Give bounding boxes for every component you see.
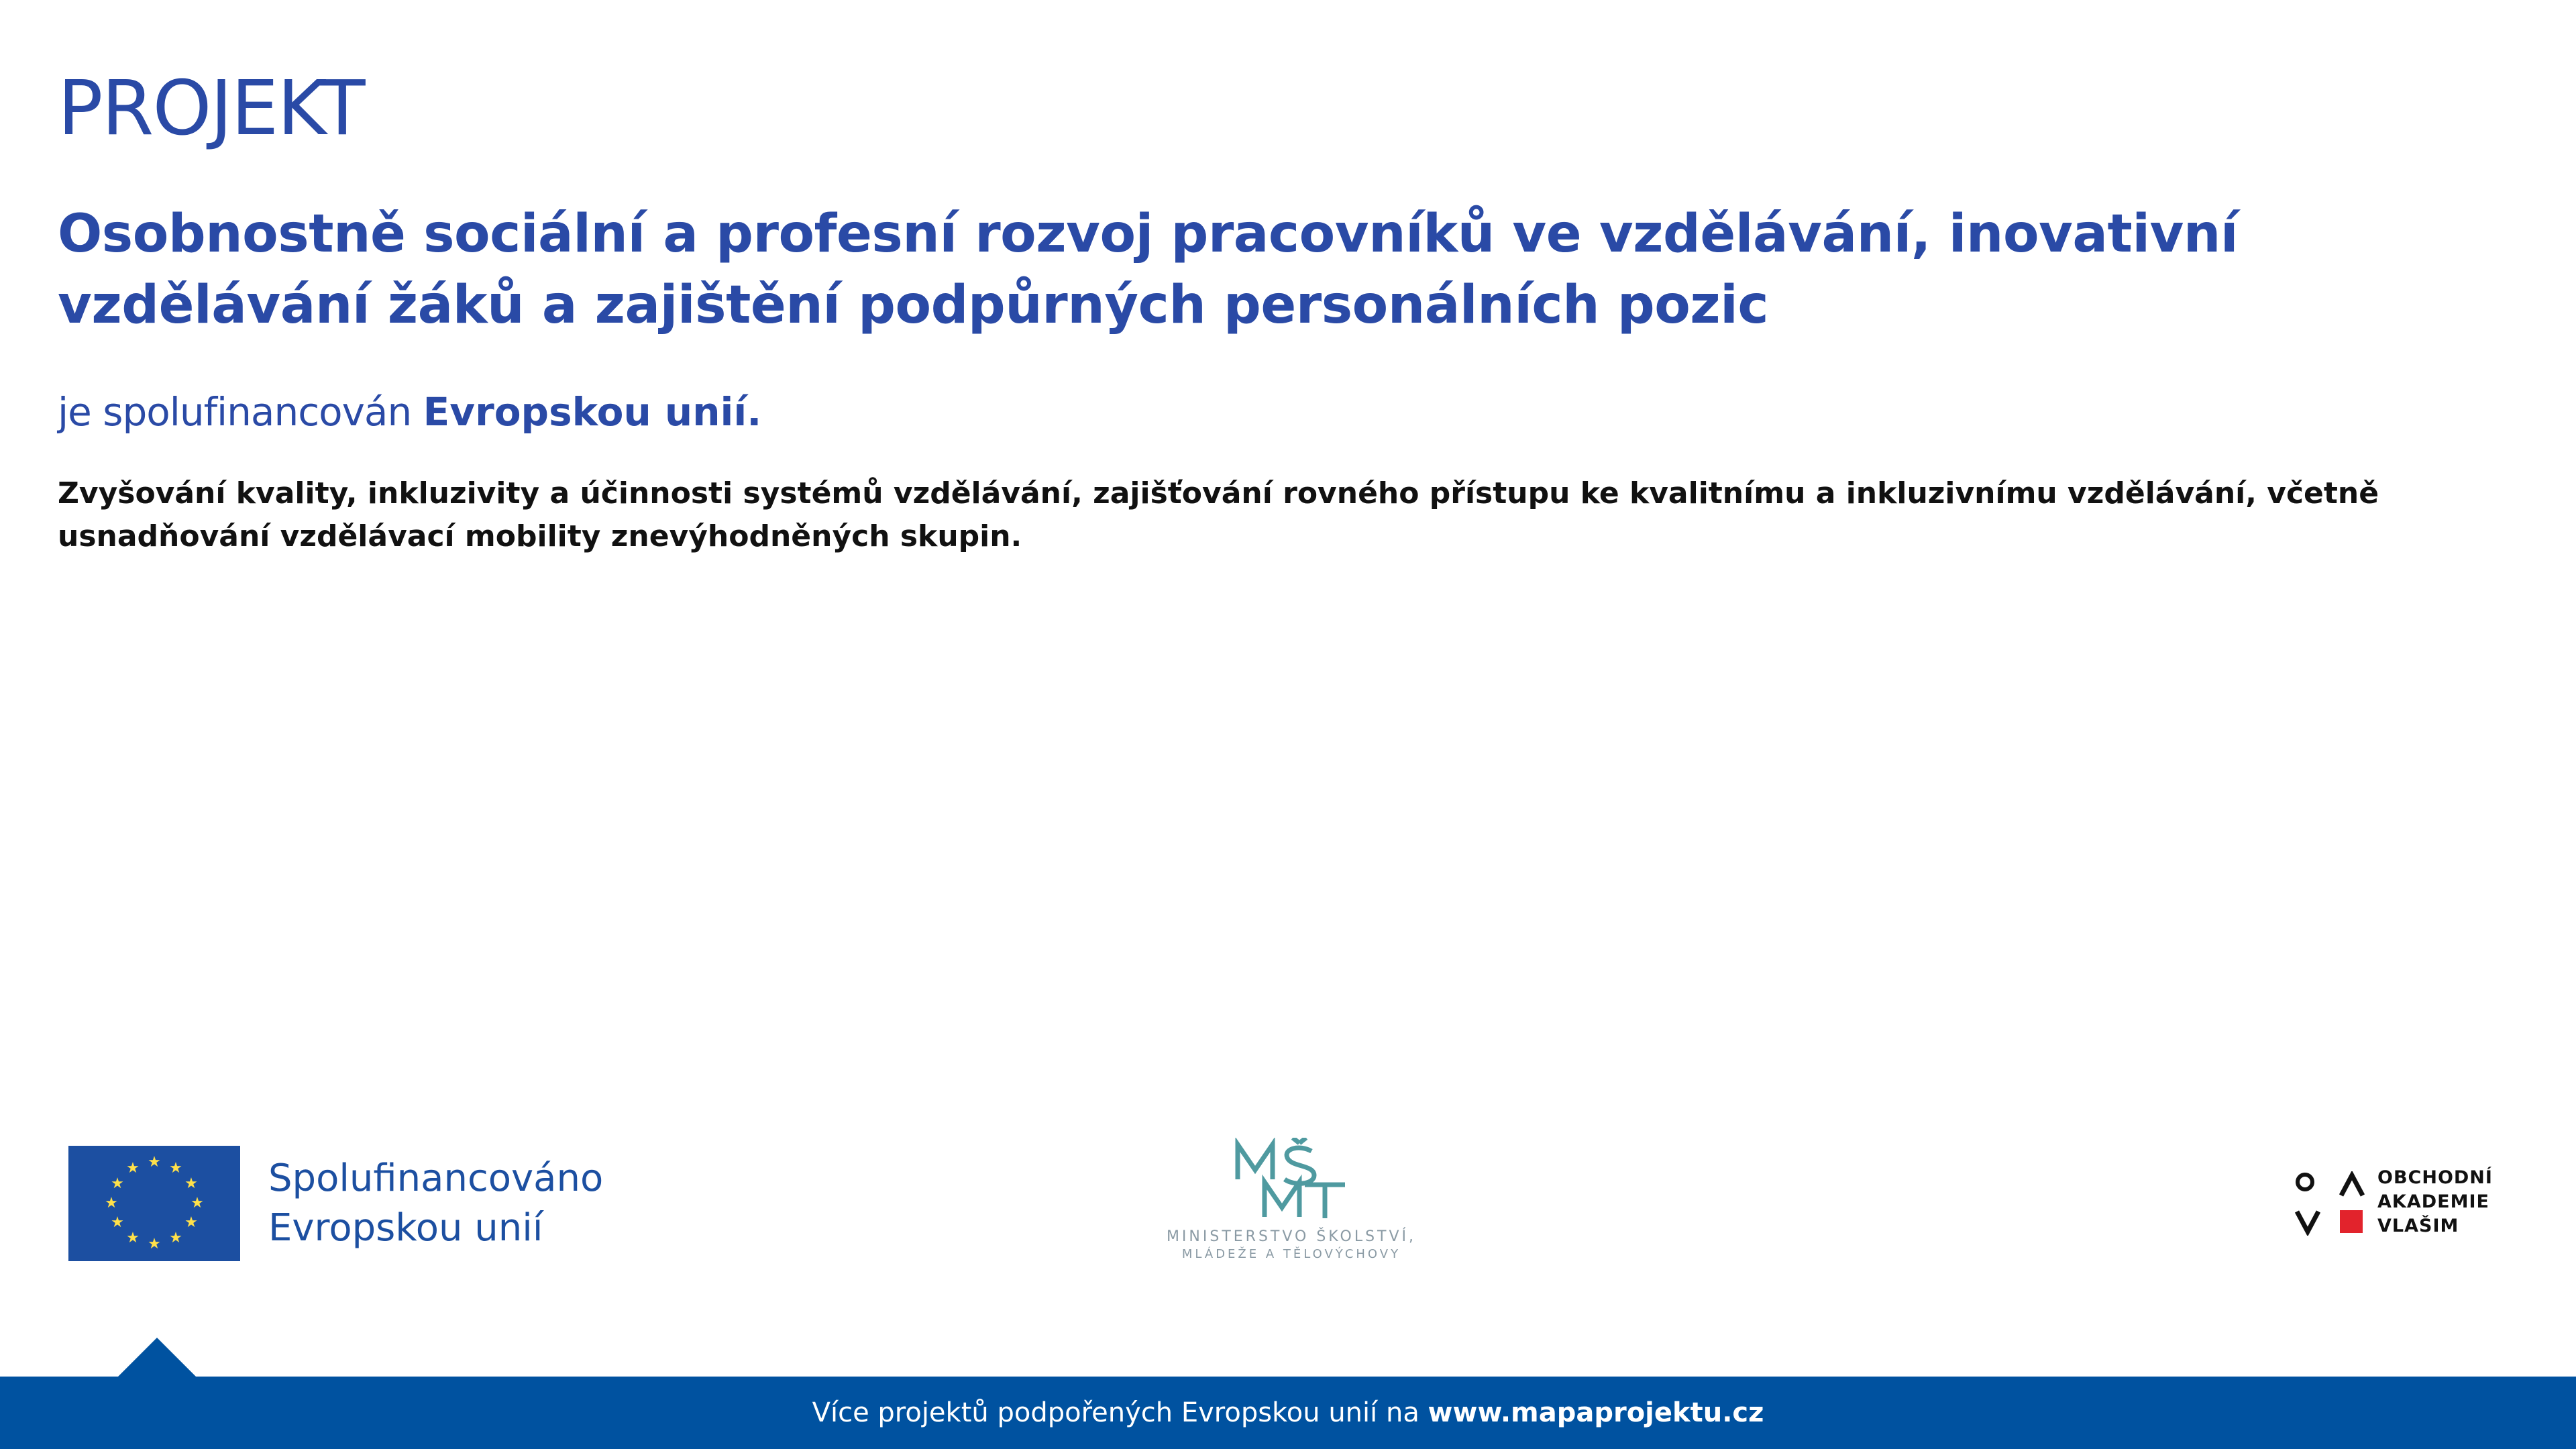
- eu-cofinancing-logo: [68, 1146, 603, 1261]
- eu-star-icon: ★: [111, 1175, 124, 1192]
- oav-line1: OBCHODNÍ: [2377, 1167, 2493, 1188]
- eu-star-icon: ★: [184, 1214, 198, 1231]
- oav-mark-icon: [2294, 1169, 2368, 1236]
- eu-star-icon: ★: [126, 1160, 140, 1177]
- eu-star-icon: ★: [111, 1214, 124, 1231]
- eu-star-icon: ★: [169, 1230, 182, 1246]
- eu-star-icon: ★: [191, 1195, 204, 1212]
- footer-label: Více projektů podpořených Evropskou unií na: [812, 1397, 1419, 1428]
- footer-link[interactable]: www.mapaprojektu.cz: [1428, 1397, 1764, 1428]
- project-title: Osobnostně sociální a profesní rozvoj pracovníků ve vzdělávání, inovativní vzdělávání žáků a zajištění podpůrných personálních pozic: [58, 204, 2239, 335]
- msmt-line2: MLÁDEŽE A TĚLOVÝCHOVY: [1181, 1247, 1401, 1261]
- eu-flag-icon: [68, 1146, 240, 1261]
- eu-star-icon: ★: [126, 1230, 140, 1246]
- page-heading: PROJEKT: [58, 65, 364, 152]
- oav-line2: AKADEMIE: [2377, 1191, 2489, 1212]
- oav-caret-up-icon: [2337, 1171, 2367, 1198]
- eu-star-icon: ★: [105, 1195, 118, 1212]
- oav-logo-text: [2377, 1166, 2493, 1238]
- cofinancing-statement: [58, 385, 761, 439]
- footer-text: [812, 1397, 1764, 1428]
- eu-star-icon: ★: [148, 1154, 161, 1171]
- eu-logo-line1: Spolufinancováno: [268, 1157, 604, 1200]
- oav-circle-icon: [2296, 1173, 2314, 1191]
- cofinancing-prefix: je spolufinancován: [58, 389, 412, 435]
- project-goal-text: Zvyšování kvality, inkluzivity a účinnosti systémů vzdělávání, zajišťování rovného přístupu ke kvalitnímu a inkluzivnímu vzdělávání, včetně usnadňování vzdělávací mobility znevýhodněných skupin.: [58, 476, 2379, 553]
- oav-caret-down-icon: [2294, 1209, 2321, 1236]
- eu-star-icon: ★: [148, 1236, 161, 1252]
- oav-line3: VLAŠIM: [2377, 1216, 2459, 1236]
- oav-red-square-icon: [2340, 1210, 2363, 1233]
- msmt-monogram-icon: [1224, 1138, 1358, 1225]
- cofinancing-emphasis: Evropskou unií.: [423, 389, 762, 435]
- eu-logo-text: [268, 1154, 603, 1253]
- footer-bar: [0, 1377, 2576, 1449]
- eu-star-icon: ★: [184, 1175, 198, 1192]
- footer-notch: [117, 1338, 197, 1378]
- oa-vlasim-logo: [2294, 1166, 2493, 1238]
- eu-logo-line2: Evropskou unií: [268, 1206, 543, 1250]
- eu-star-icon: ★: [169, 1160, 182, 1177]
- msmt-line1: MINISTERSTVO ŠKOLSTVÍ,: [1166, 1228, 1417, 1245]
- msmt-logo: [1161, 1138, 1422, 1263]
